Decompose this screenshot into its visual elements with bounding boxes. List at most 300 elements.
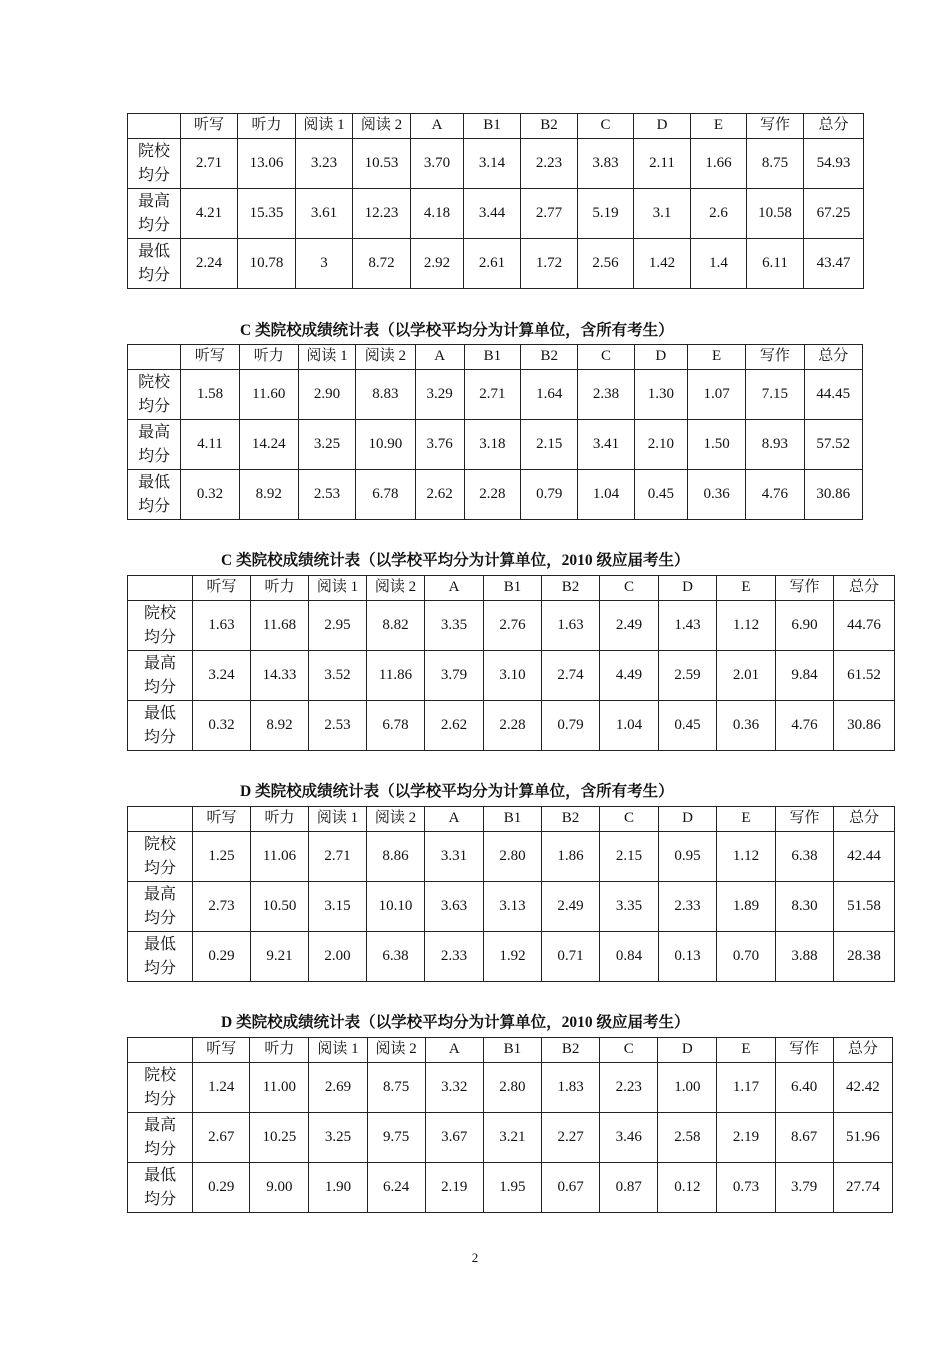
table-cell: 4.21 <box>181 189 238 239</box>
row-label-line: 最高 <box>143 885 176 903</box>
table-cell: 10.78 <box>238 239 296 289</box>
table-cell: 2.92 <box>411 239 464 289</box>
table-cell: 2.01 <box>717 651 776 701</box>
table-cell: 4.11 <box>181 420 239 470</box>
column-header: A <box>425 1038 483 1063</box>
column-header: 写作 <box>776 807 834 832</box>
table-cell: 15.35 <box>238 189 296 239</box>
table-cell: 2.23 <box>521 139 578 189</box>
column-header: 写作 <box>775 1038 833 1063</box>
table-cell: 42.44 <box>834 832 895 882</box>
row-label-line: 最低 <box>138 473 171 491</box>
column-header: B1 <box>464 345 520 370</box>
table-cell: 2.33 <box>659 882 717 932</box>
column-header: 总分 <box>834 807 895 832</box>
score-table-c-2010 <box>127 575 895 751</box>
table-cell: 2.24 <box>181 239 238 289</box>
table-cell: 2.10 <box>634 420 687 470</box>
column-header: 阅读 2 <box>367 1038 425 1063</box>
column-header: E <box>717 1038 775 1063</box>
table-cell: 3.32 <box>425 1063 483 1113</box>
column-header: B1 <box>484 807 542 832</box>
table-cell: 3.44 <box>464 189 521 239</box>
table-cell: 1.58 <box>181 370 239 420</box>
column-header: A <box>425 576 484 601</box>
table-cell: 11.60 <box>239 370 298 420</box>
table-cell: 1.90 <box>309 1163 367 1213</box>
table-cell: 2.19 <box>717 1113 775 1163</box>
row-label <box>128 1113 193 1163</box>
column-header: 听力 <box>238 114 296 139</box>
table-cell: 6.38 <box>367 932 425 982</box>
table-cell: 11.06 <box>251 832 309 882</box>
column-header: D <box>634 114 691 139</box>
table-row <box>128 370 863 420</box>
column-header: D <box>634 345 687 370</box>
table-cell: 51.96 <box>833 1113 892 1163</box>
table-cell: 2.15 <box>521 420 578 470</box>
table-cell: 2.28 <box>464 470 520 520</box>
table-cell: 57.52 <box>804 420 862 470</box>
table-cell: 10.90 <box>356 420 415 470</box>
table-cell: 3.70 <box>411 139 464 189</box>
table-cell: 0.45 <box>634 470 687 520</box>
table-cell: 0.84 <box>600 932 659 982</box>
table-cell: 6.24 <box>367 1163 425 1213</box>
row-label-line: 院校 <box>143 604 176 622</box>
table-cell: 2.00 <box>309 932 367 982</box>
table-cell: 1.86 <box>542 832 600 882</box>
table-header-row <box>128 576 895 601</box>
table-cell: 2.28 <box>484 701 542 751</box>
table-cell: 3 <box>296 239 353 289</box>
table-cell: 1.95 <box>483 1163 541 1213</box>
table-cell: 1.83 <box>542 1063 600 1113</box>
table-cell: 8.92 <box>239 470 298 520</box>
column-header: B1 <box>464 114 521 139</box>
column-header: C <box>600 807 659 832</box>
table-row <box>128 189 864 239</box>
row-label-line: 均分 <box>137 166 170 184</box>
table-cell: 4.76 <box>746 470 804 520</box>
table-cell: 2.19 <box>425 1163 483 1213</box>
table-cell: 1.24 <box>193 1063 250 1113</box>
table-row <box>128 701 895 751</box>
header-corner-cell <box>128 1038 193 1063</box>
table-cell: 3.67 <box>425 1113 483 1163</box>
table-cell: 0.79 <box>542 701 600 751</box>
table-cell: 2.38 <box>578 370 634 420</box>
table-cell: 6.78 <box>356 470 415 520</box>
table-cell: 4.18 <box>411 189 464 239</box>
table-cell: 11.68 <box>251 601 309 651</box>
table-cell: 8.93 <box>746 420 804 470</box>
row-label <box>128 1163 193 1213</box>
table-cell: 1.17 <box>717 1063 775 1113</box>
table-cell: 3.63 <box>425 882 484 932</box>
table-title-c-all: C 类院校成绩统计表（以学校平均分为计算单位，含所有考生） <box>240 322 674 339</box>
row-label-line: 均分 <box>143 628 176 646</box>
table-cell: 3.88 <box>776 932 834 982</box>
table-cell: 2.53 <box>309 701 367 751</box>
score-table-d-2010 <box>127 1037 893 1213</box>
row-label-line: 最低 <box>143 704 176 722</box>
column-header: A <box>415 345 464 370</box>
column-header: 总分 <box>804 345 862 370</box>
row-label <box>128 239 181 289</box>
row-label-line: 均分 <box>143 678 176 696</box>
table-header-row <box>128 807 895 832</box>
table-row <box>128 932 895 982</box>
table-cell: 1.43 <box>659 601 717 651</box>
table-cell: 2.27 <box>542 1113 600 1163</box>
column-header: 听力 <box>239 345 298 370</box>
column-header: C <box>600 576 659 601</box>
table-cell: 2.33 <box>425 932 484 982</box>
table-cell: 8.82 <box>367 601 425 651</box>
header-corner-cell <box>128 114 181 139</box>
table-cell: 43.47 <box>804 239 864 289</box>
table-cell: 0.73 <box>717 1163 775 1213</box>
table-row <box>128 239 864 289</box>
table-cell: 4.49 <box>600 651 659 701</box>
score-table-c-all <box>127 344 863 520</box>
header-corner-cell <box>128 576 193 601</box>
table-cell: 3.61 <box>296 189 353 239</box>
row-label-line: 均分 <box>138 497 171 515</box>
column-header: 听写 <box>193 1038 250 1063</box>
table-cell: 1.4 <box>691 239 747 289</box>
table-cell: 0.95 <box>659 832 717 882</box>
table-title-d-2010: D 类院校成绩统计表（以学校平均分为计算单位，2010 级应届考生） <box>221 1014 690 1031</box>
table-cell: 1.89 <box>717 882 776 932</box>
table-cell: 0.12 <box>658 1163 717 1213</box>
table-cell: 0.71 <box>542 932 600 982</box>
table-cell: 8.83 <box>356 370 415 420</box>
table-row <box>128 651 895 701</box>
row-label <box>128 470 181 520</box>
column-header: E <box>687 345 745 370</box>
table-cell: 8.30 <box>776 882 834 932</box>
table-cell: 12.23 <box>353 189 411 239</box>
table-cell: 7.15 <box>746 370 804 420</box>
row-label-line: 院校 <box>144 1066 177 1084</box>
table-cell: 8.72 <box>353 239 411 289</box>
column-header: 阅读 1 <box>309 576 367 601</box>
table-cell: 1.63 <box>193 601 251 651</box>
table-cell: 11.00 <box>250 1063 309 1113</box>
row-label <box>128 420 181 470</box>
table-cell: 2.53 <box>298 470 355 520</box>
column-header: 听写 <box>181 345 239 370</box>
table-cell: 10.50 <box>251 882 309 932</box>
table-cell: 8.67 <box>775 1113 833 1163</box>
table-cell: 9.21 <box>251 932 309 982</box>
table-cell: 2.80 <box>484 832 542 882</box>
column-header: 阅读 1 <box>309 807 367 832</box>
row-label-line: 最低 <box>137 242 170 260</box>
table-cell: 1.64 <box>521 370 578 420</box>
row-label-line: 均分 <box>138 447 171 465</box>
table-cell: 1.30 <box>634 370 687 420</box>
row-label <box>128 139 181 189</box>
table-cell: 3.52 <box>309 651 367 701</box>
table-row <box>128 470 863 520</box>
table-cell: 1.25 <box>193 832 251 882</box>
table-cell: 1.50 <box>687 420 745 470</box>
table-cell: 2.6 <box>691 189 747 239</box>
score-table-d-all <box>127 806 895 982</box>
table-cell: 1.66 <box>691 139 747 189</box>
table-cell: 3.79 <box>775 1163 833 1213</box>
row-label <box>128 1063 193 1113</box>
table-cell: 2.23 <box>600 1063 658 1113</box>
row-label-line: 均分 <box>143 728 176 746</box>
column-header: 听力 <box>250 1038 309 1063</box>
header-corner-cell <box>128 345 181 370</box>
row-label-line: 最高 <box>137 192 170 210</box>
table-cell: 3.25 <box>309 1113 367 1163</box>
column-header: B2 <box>521 114 578 139</box>
row-label-line: 最高 <box>138 423 171 441</box>
table-cell: 42.42 <box>833 1063 892 1113</box>
table-cell: 3.76 <box>415 420 464 470</box>
column-header: 阅读 2 <box>356 345 415 370</box>
table-cell: 2.61 <box>464 239 521 289</box>
row-label <box>128 932 193 982</box>
table-cell: 0.45 <box>659 701 717 751</box>
table-cell: 3.79 <box>425 651 484 701</box>
table-cell: 1.00 <box>658 1063 717 1113</box>
column-header: 阅读 1 <box>296 114 353 139</box>
row-label <box>128 189 181 239</box>
table-cell: 1.07 <box>687 370 745 420</box>
table-row <box>128 832 895 882</box>
column-header: 听写 <box>193 576 251 601</box>
table-row <box>128 1063 893 1113</box>
column-header: 总分 <box>833 1038 892 1063</box>
table-cell: 0.36 <box>687 470 745 520</box>
table-cell: 1.12 <box>717 601 776 651</box>
table-cell: 2.11 <box>634 139 691 189</box>
column-header: 听写 <box>193 807 251 832</box>
table-cell: 1.72 <box>521 239 578 289</box>
header-corner-cell <box>128 807 193 832</box>
column-header: 阅读 2 <box>367 576 425 601</box>
row-label-line: 均分 <box>138 397 171 415</box>
column-header: E <box>717 576 776 601</box>
column-header: D <box>659 807 717 832</box>
table-cell: 1.12 <box>717 832 776 882</box>
table-cell: 2.80 <box>483 1063 541 1113</box>
table-cell: 54.93 <box>804 139 864 189</box>
table-cell: 2.59 <box>659 651 717 701</box>
table-cell: 9.84 <box>776 651 834 701</box>
table-cell: 2.71 <box>464 370 520 420</box>
table-cell: 0.13 <box>659 932 717 982</box>
column-header: B2 <box>521 345 578 370</box>
table-cell: 30.86 <box>834 701 895 751</box>
column-header: 总分 <box>834 576 895 601</box>
table-row <box>128 601 895 651</box>
table-cell: 2.77 <box>521 189 578 239</box>
column-header: C <box>600 1038 658 1063</box>
table-cell: 10.53 <box>353 139 411 189</box>
row-label <box>128 651 193 701</box>
column-header: 阅读 1 <box>309 1038 367 1063</box>
table-cell: 1.04 <box>600 701 659 751</box>
table-cell: 2.58 <box>658 1113 717 1163</box>
table-cell: 2.73 <box>193 882 251 932</box>
table-cell: 2.76 <box>484 601 542 651</box>
column-header: A <box>425 807 484 832</box>
column-header: B2 <box>542 1038 600 1063</box>
row-label-line: 均分 <box>144 1140 177 1158</box>
table-cell: 3.46 <box>600 1113 658 1163</box>
row-label-line: 最高 <box>143 654 176 672</box>
row-label <box>128 601 193 651</box>
table-cell: 2.71 <box>181 139 238 189</box>
table-cell: 14.33 <box>251 651 309 701</box>
column-header: 听力 <box>251 576 309 601</box>
table-cell: 2.71 <box>309 832 367 882</box>
table-cell: 2.62 <box>415 470 464 520</box>
column-header: 听力 <box>251 807 309 832</box>
score-table-1 <box>127 113 864 289</box>
table-cell: 11.86 <box>367 651 425 701</box>
column-header: 总分 <box>804 114 864 139</box>
column-header: B1 <box>483 1038 541 1063</box>
column-header: 听写 <box>181 114 238 139</box>
table-header-row <box>128 1038 893 1063</box>
row-label-line: 最低 <box>143 935 176 953</box>
row-label-line: 最高 <box>144 1116 177 1134</box>
row-label <box>128 882 193 932</box>
table-cell: 10.25 <box>250 1113 309 1163</box>
table-cell: 2.69 <box>309 1063 367 1113</box>
row-label <box>128 701 193 751</box>
table-cell: 6.38 <box>776 832 834 882</box>
column-header: 写作 <box>776 576 834 601</box>
column-header: C <box>578 345 634 370</box>
table-cell: 67.25 <box>804 189 864 239</box>
row-label-line: 均分 <box>144 1190 177 1208</box>
row-label <box>128 832 193 882</box>
table-cell: 10.58 <box>747 189 804 239</box>
table-cell: 8.75 <box>747 139 804 189</box>
table-cell: 2.49 <box>600 601 659 651</box>
table-cell: 61.52 <box>834 651 895 701</box>
table-cell: 2.90 <box>298 370 355 420</box>
column-header: A <box>411 114 464 139</box>
table-cell: 27.74 <box>833 1163 892 1213</box>
table-cell: 6.78 <box>367 701 425 751</box>
column-header: 阅读 2 <box>367 807 425 832</box>
column-header: D <box>658 1038 717 1063</box>
row-label-line: 均分 <box>143 959 176 977</box>
table-cell: 0.32 <box>181 470 239 520</box>
table-cell: 1.42 <box>634 239 691 289</box>
page-number: 2 <box>471 1250 479 1265</box>
table-row <box>128 420 863 470</box>
table-row <box>128 139 864 189</box>
row-label-line: 院校 <box>137 142 170 160</box>
row-label-line: 最低 <box>144 1166 177 1184</box>
column-header: E <box>691 114 747 139</box>
row-label <box>128 370 181 420</box>
column-header: C <box>578 114 634 139</box>
column-header: D <box>659 576 717 601</box>
table-cell: 28.38 <box>834 932 895 982</box>
column-header: B2 <box>542 576 600 601</box>
table-cell: 6.40 <box>775 1063 833 1113</box>
table-cell: 44.76 <box>834 601 895 651</box>
table-cell: 3.21 <box>483 1113 541 1163</box>
table-cell: 0.70 <box>717 932 776 982</box>
table-cell: 2.49 <box>542 882 600 932</box>
table-cell: 9.00 <box>250 1163 309 1213</box>
row-label-line: 院校 <box>138 373 171 391</box>
table-cell: 14.24 <box>239 420 298 470</box>
table-cell: 3.23 <box>296 139 353 189</box>
row-label-line: 均分 <box>137 266 170 284</box>
table-cell: 0.79 <box>521 470 578 520</box>
table-cell: 8.86 <box>367 832 425 882</box>
table-cell: 5.19 <box>578 189 634 239</box>
table-cell: 6.90 <box>776 601 834 651</box>
table-cell: 3.10 <box>484 651 542 701</box>
table-title-c-2010: C 类院校成绩统计表（以学校平均分为计算单位，2010 级应届考生） <box>221 552 690 569</box>
table-cell: 0.29 <box>193 932 251 982</box>
row-label-line: 均分 <box>143 909 176 927</box>
table-cell: 0.67 <box>542 1163 600 1213</box>
table-cell: 0.29 <box>193 1163 250 1213</box>
table-cell: 3.29 <box>415 370 464 420</box>
table-cell: 30.86 <box>804 470 862 520</box>
column-header: B1 <box>484 576 542 601</box>
table-cell: 0.87 <box>600 1163 658 1213</box>
table-cell: 4.76 <box>776 701 834 751</box>
table-cell: 10.10 <box>367 882 425 932</box>
column-header: 写作 <box>747 114 804 139</box>
table-header-row <box>128 114 864 139</box>
column-header: B2 <box>542 807 600 832</box>
table-cell: 2.62 <box>425 701 484 751</box>
table-cell: 9.75 <box>367 1113 425 1163</box>
table-row <box>128 1163 893 1213</box>
column-header: 阅读 1 <box>298 345 355 370</box>
table-cell: 8.92 <box>251 701 309 751</box>
column-header: 阅读 2 <box>353 114 411 139</box>
table-cell: 1.92 <box>484 932 542 982</box>
table-cell: 6.11 <box>747 239 804 289</box>
table-cell: 2.95 <box>309 601 367 651</box>
table-cell: 3.1 <box>634 189 691 239</box>
table-cell: 1.04 <box>578 470 634 520</box>
table-cell: 3.14 <box>464 139 521 189</box>
table-cell: 3.41 <box>578 420 634 470</box>
table-cell: 0.32 <box>193 701 251 751</box>
table-cell: 2.56 <box>578 239 634 289</box>
table-header-row <box>128 345 863 370</box>
row-label-line: 均分 <box>144 1090 177 1108</box>
table-cell: 3.35 <box>600 882 659 932</box>
table-cell: 8.75 <box>367 1063 425 1113</box>
column-header: E <box>717 807 776 832</box>
table-cell: 3.13 <box>484 882 542 932</box>
table-cell: 2.15 <box>600 832 659 882</box>
table-cell: 13.06 <box>238 139 296 189</box>
